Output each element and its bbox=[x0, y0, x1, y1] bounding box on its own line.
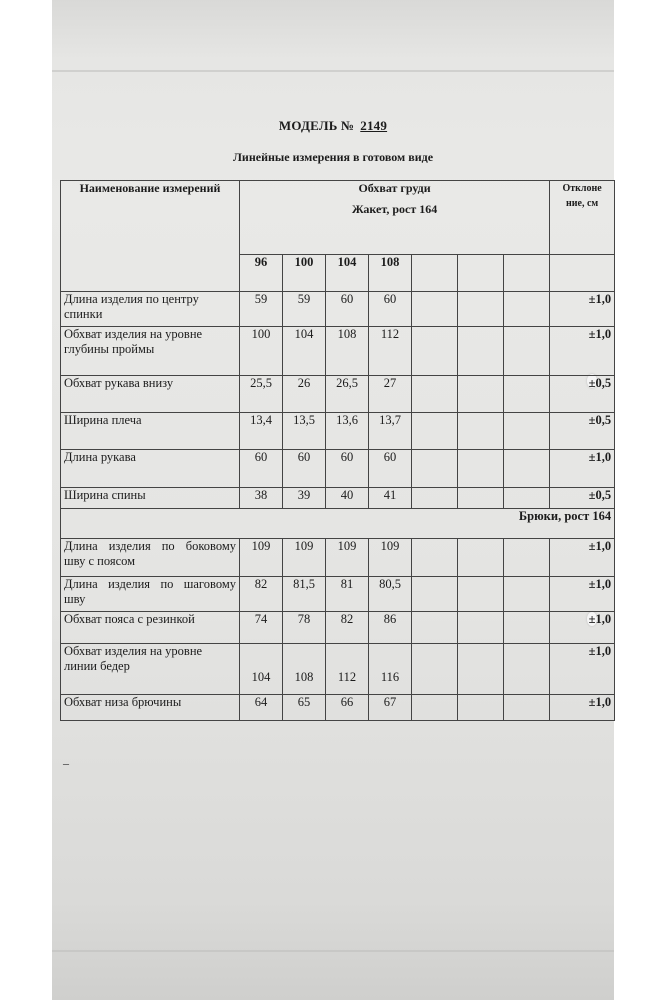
model-title bbox=[52, 118, 614, 134]
measurement-value: 109 bbox=[283, 539, 326, 577]
measurement-value: 108 bbox=[326, 327, 369, 376]
chest-girth-header: Обхват груди bbox=[358, 181, 431, 195]
measurement-name: Ширина спины bbox=[61, 488, 240, 509]
table-row bbox=[61, 612, 615, 644]
jacket-header: Жакет, рост 164 bbox=[351, 202, 438, 216]
measurement-value: 82 bbox=[326, 612, 369, 644]
empty-cell bbox=[458, 539, 504, 577]
section-header-row bbox=[61, 509, 615, 539]
measurement-name: Длина изделия по центру спинки bbox=[61, 292, 240, 327]
empty-cell bbox=[504, 255, 550, 292]
measurement-name: Длина рукава bbox=[61, 450, 240, 488]
measurements-table bbox=[60, 180, 615, 721]
empty-cell bbox=[412, 488, 458, 509]
measurement-value: 112 bbox=[326, 644, 369, 695]
measurement-value: 81 bbox=[326, 577, 369, 612]
measurement-value: 109 bbox=[369, 539, 412, 577]
empty-cell bbox=[504, 327, 550, 376]
table-row bbox=[61, 450, 615, 488]
measurement-value: 60 bbox=[369, 450, 412, 488]
table-row bbox=[61, 488, 615, 509]
measurement-value: 108 bbox=[283, 644, 326, 695]
measurement-value: 40 bbox=[326, 488, 369, 509]
empty-cell bbox=[504, 292, 550, 327]
empty-cell bbox=[458, 292, 504, 327]
table-row bbox=[61, 695, 615, 721]
deviation-value: ±0,5 bbox=[550, 376, 615, 413]
measurement-value: 38 bbox=[240, 488, 283, 509]
measurement-value: 39 bbox=[283, 488, 326, 509]
measurement-name: Длина изделия по шаговому шву bbox=[61, 577, 240, 612]
deviation-value: ±0,5 bbox=[550, 413, 615, 450]
measurement-value: 13,7 bbox=[369, 413, 412, 450]
measurement-name: Обхват низа брючины bbox=[61, 695, 240, 721]
empty-cell bbox=[504, 539, 550, 577]
table-row bbox=[61, 539, 615, 577]
measurement-value: 59 bbox=[240, 292, 283, 327]
measurement-value: 60 bbox=[326, 292, 369, 327]
deviation-value: ±0,5 bbox=[550, 488, 615, 509]
empty-cell bbox=[458, 450, 504, 488]
empty-cell bbox=[458, 612, 504, 644]
measurement-value: 60 bbox=[369, 292, 412, 327]
table-row bbox=[61, 413, 615, 450]
measurement-value: 13,6 bbox=[326, 413, 369, 450]
deviation-value: ±1,0 bbox=[550, 450, 615, 488]
model-number: 2149 bbox=[360, 118, 388, 133]
empty-cell bbox=[458, 376, 504, 413]
size-header-cell: 104 bbox=[326, 255, 369, 292]
empty-cell bbox=[412, 695, 458, 721]
paper-fold-line bbox=[52, 950, 614, 952]
table-row bbox=[61, 577, 615, 612]
empty-cell bbox=[504, 612, 550, 644]
table-row bbox=[61, 644, 615, 695]
measurements-table-body bbox=[61, 181, 615, 721]
empty-cell bbox=[412, 413, 458, 450]
table-row bbox=[61, 327, 615, 376]
document-subtitle: Линейные измерения в готовом виде bbox=[232, 150, 434, 164]
measurement-name: Ширина плеча bbox=[61, 413, 240, 450]
measurement-value: 13,5 bbox=[283, 413, 326, 450]
empty-cell bbox=[412, 612, 458, 644]
empty-cell bbox=[504, 644, 550, 695]
measurement-value: 60 bbox=[326, 450, 369, 488]
measurement-value: 60 bbox=[283, 450, 326, 488]
measurement-value: 104 bbox=[283, 327, 326, 376]
deviation-value: ±1,0 bbox=[550, 644, 615, 695]
measurement-value: 60 bbox=[240, 450, 283, 488]
deviation-value: ±1,0 bbox=[550, 539, 615, 577]
measurement-value: 109 bbox=[240, 539, 283, 577]
group-header-cell bbox=[240, 181, 550, 255]
empty-cell bbox=[412, 450, 458, 488]
measurement-name: Обхват изделия на уровне глубины проймы bbox=[61, 327, 240, 376]
measurement-value: 25,5 bbox=[240, 376, 283, 413]
empty-cell bbox=[504, 695, 550, 721]
measurement-value: 109 bbox=[326, 539, 369, 577]
measurement-value: 64 bbox=[240, 695, 283, 721]
measurement-value: 65 bbox=[283, 695, 326, 721]
measurement-value: 27 bbox=[369, 376, 412, 413]
measurement-value: 26,5 bbox=[326, 376, 369, 413]
size-header-cell: 100 bbox=[283, 255, 326, 292]
measurement-value: 86 bbox=[369, 612, 412, 644]
deviation-value: ±1,0 bbox=[550, 612, 615, 644]
empty-cell bbox=[504, 577, 550, 612]
empty-cell bbox=[550, 255, 615, 292]
empty-cell bbox=[412, 577, 458, 612]
table-row bbox=[61, 376, 615, 413]
deviation-value: ±1,0 bbox=[550, 695, 615, 721]
measurement-value: 78 bbox=[283, 612, 326, 644]
measurement-name: Обхват пояса с резинкой bbox=[61, 612, 240, 644]
measurement-value: 100 bbox=[240, 327, 283, 376]
table-header-row bbox=[61, 181, 615, 255]
empty-cell bbox=[458, 695, 504, 721]
measurement-value: 59 bbox=[283, 292, 326, 327]
empty-cell bbox=[504, 413, 550, 450]
footer-mark: – bbox=[63, 756, 69, 770]
measurement-value: 116 bbox=[369, 644, 412, 695]
trousers-header: Брюки, рост 164 bbox=[61, 509, 615, 539]
measurement-value: 13,4 bbox=[240, 413, 283, 450]
measurement-value: 82 bbox=[240, 577, 283, 612]
empty-cell bbox=[504, 488, 550, 509]
name-column-header: Наименование измерений bbox=[61, 181, 240, 292]
empty-cell bbox=[458, 413, 504, 450]
empty-cell bbox=[458, 488, 504, 509]
size-header-cell: 108 bbox=[369, 255, 412, 292]
empty-cell bbox=[412, 539, 458, 577]
measurement-name: Длина изделия по боковому шву с поясом bbox=[61, 539, 240, 577]
empty-cell bbox=[458, 255, 504, 292]
measurement-value: 74 bbox=[240, 612, 283, 644]
model-label: МОДЕЛЬ № bbox=[278, 118, 355, 133]
paper-fold-line bbox=[52, 70, 614, 72]
measurement-name: Обхват изделия на уровне линии бедер bbox=[61, 644, 240, 695]
deviation-column-header: Отклоне ние, см bbox=[550, 181, 615, 255]
empty-cell bbox=[504, 376, 550, 413]
deviation-value: ±1,0 bbox=[550, 327, 615, 376]
measurement-value: 66 bbox=[326, 695, 369, 721]
empty-cell bbox=[412, 376, 458, 413]
deviation-value: ±1,0 bbox=[550, 577, 615, 612]
table-row bbox=[61, 292, 615, 327]
measurement-value: 80,5 bbox=[369, 577, 412, 612]
measurement-value: 67 bbox=[369, 695, 412, 721]
empty-cell bbox=[412, 292, 458, 327]
empty-cell bbox=[412, 327, 458, 376]
measurement-value: 81,5 bbox=[283, 577, 326, 612]
empty-cell bbox=[458, 577, 504, 612]
empty-cell bbox=[504, 450, 550, 488]
measurement-name: Обхват рукава внизу bbox=[61, 376, 240, 413]
measurement-value: 26 bbox=[283, 376, 326, 413]
measurement-value: 41 bbox=[369, 488, 412, 509]
measurement-value: 104 bbox=[240, 644, 283, 695]
empty-cell bbox=[412, 255, 458, 292]
empty-cell bbox=[458, 327, 504, 376]
deviation-value: ±1,0 bbox=[550, 292, 615, 327]
size-header-cell: 96 bbox=[240, 255, 283, 292]
empty-cell bbox=[412, 644, 458, 695]
measurement-value: 112 bbox=[369, 327, 412, 376]
empty-cell bbox=[458, 644, 504, 695]
